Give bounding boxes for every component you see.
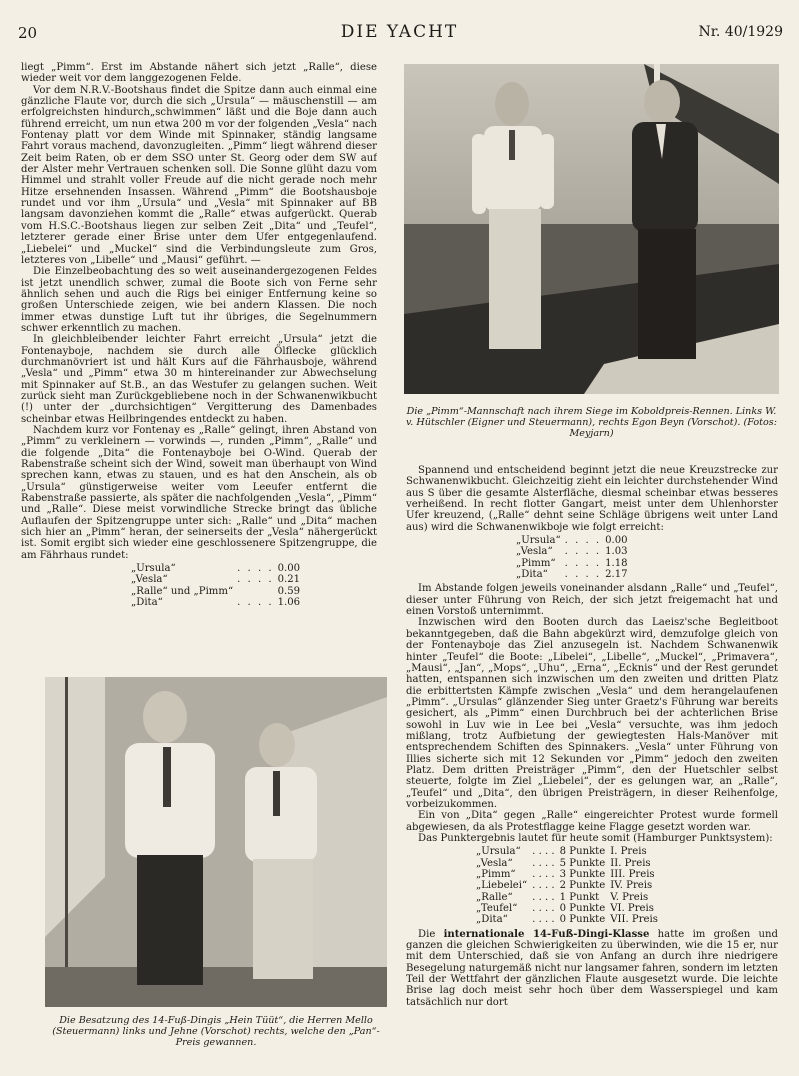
page-number: 20 — [18, 24, 38, 42]
table-row: „Dita“ . . . . 2.17 — [516, 569, 628, 581]
photo-credit: (Fotos: Meyjarn) — [569, 417, 777, 439]
table-row: „Ralle“ . . . . 1 Punkt V. Preis — [476, 891, 649, 903]
class-heading: internationale 14-Fuß-Dingi-Klasse — [443, 928, 650, 940]
pimm-crew-caption: Die „Pimm“-Mannschaft nach ihrem Siege im Koboldpreis-Rennen. Links W. v. Hütschler (Eigner und Steuermann), rechts Egon Beyn (Vorschot). (Fotos: Meyjarn) — [406, 406, 777, 439]
table-row: „Liebelei“ . . . . 2 Punkte IV. Preis — [476, 880, 653, 892]
hein-tuut-crew-image — [45, 677, 387, 1007]
paragraph: Ein von „Dita“ gegen „Ralle“ eingereichter Protest wurde formell abgewiesen, da als Protestflagge keine Flagge gesetzt worden war. — [406, 810, 778, 833]
table-row: „Ursula“ . . . . 8 Punkte I. Preis — [476, 846, 647, 858]
table-row: „Ursula“ . . . . 0.00 — [131, 563, 301, 575]
paragraph: Vor dem N.R.V.-Bootshaus findet die Spitze dann auch einmal eine gänzliche Flaute vor, durch die sich „Ursula“ — mäuschenstill — am erfolgreichsten hindurch„schwimmen“ läßt und die Boje dann auch führend erreicht, um nun etwa 200 m vor der folgenden „Vesla“ nach Fontenay platt vor dem Winde mit Spinnaker, ständig langsame Fahrt voraus machend, davonzugleiten. „Pimm“ liegt während dieser Zeit beim Raten, ob er dem SSO unter St. Georg oder dem SW auf der Alster mehr Vertrauen schenken soll. Die Sonne glüht dazu vom Himmel und strahlt voller Freude auf die nicht gerade noch mehr Hitze ersehnenden Insassen. Während „Pimm“ die Bootshausboje rundet und vor ihm „Ursula“ und „Vesla“ mit Spinnaker auf BB langsam davonziehen kommt die „Ralle“ etwas aufgerückt. Querab vom H.S.C.-Bootshaus liegen zur selben Zeit „Dita“ und „Teufel“, letzterer gerade einer Brise unter dem Ufer entgegenlaufend. „Liebelei“ und „Muckel“ sind die Verbindungsleute zum Gros, letzteres von „Libelle“ und „Mausi“ geführt. — — [21, 84, 377, 266]
table-row: „Pimm“ . . . . 3 Punkte III. Preis — [476, 869, 655, 881]
paragraph: Inzwischen wird den Booten durch das Laeisz'sche Begleitboot bekanntgegeben, daß die Bahn abgekürzt wird, demzufolge gleich von der Fontenayboje das Ziel anzusegeln ist. Nachdem Schwanenwik hinter „Teufel“ die Boote: „Libelei“, „Libelle“, „Muckel“, „Primavera“, „Mausi“, „Jan“, „Mops“, „Uhu“, „Erna“, „Ecknis“ und der Rest gerundet hatten, entspannen sich inzwischen um den zweiten und dritten Platz die erbittertsten Kämpfe zwischen „Vesla“ und dem herangelaufenen „Pimm“. „Ursulas“ glänzender Sieg unter Graetz's Führung war bereits gesichert, als „Pimm“ einen Durchbruch bei der achterlichen Brise sowohl in Luv wie in Lee bei „Vesla“ versuchte, was ihm jedoch mißlang, trotz Aufbietung der gewiegtesten Hals-Manöver mit entsprechendem Schiften des Spinnakers. „Vesla“ unter Führung von Illies sicherte sich mit 12 Sekunden vor „Pimm“ jedoch den zweiten Platz. Dem dritten Preisträger „Pimm“, den der Huetschler selbst steuerte, folgte im Ziel „Liebelei“, der es gelungen war, an „Ralle“, „Teufel“ und „Dita“, den übrigen Preisträgern, in dieser Reihenfolge, vorbeizukommen. — [406, 617, 778, 810]
paragraph: Die internationale 14-Fuß-Dingi-Klasse hatte im großen und ganzen die gleichen Schwierigkeiten zu überwinden, wie die 15 er, nur mit dem Unterschied, daß sie von Anfang an durch ihre niedrigere Besegelung naturgemäß nicht nur langsamer fahren, sondern im letzten Teil der Wettfahrt der gänzlichen Flaute ausgesetzt wurde. Die leichte Brise lag doch meist sehr hoch über dem Wasserspiegel und kam tatsächlich nur dort — [406, 928, 778, 1008]
results-table-faehrhaus — [131, 563, 304, 608]
pimm-crew-photo — [404, 64, 779, 394]
right-text-column — [406, 465, 778, 1065]
left-text-column — [21, 62, 377, 622]
table-row: „Pimm“ . . . . 1.18 — [516, 557, 628, 569]
magazine-title: DIE YACHT — [340, 22, 459, 42]
table-row: „Vesla“ . . . . 1.03 — [516, 546, 628, 558]
table-row: „Teufel“ . . . . 0 Punkte VI. Preis — [476, 903, 654, 915]
paragraph: Nachdem kurz vor Fontenay es „Ralle“ gelingt, ihren Abstand von „Pimm“ zu verkleinern — vorwinds —, runden „Pimm“, „Ralle“ und die folgende „Dita“ die Fontenayboje bei O-Wind. Querab der Rabenstraße scheint sich der Wind, soweit man überhaupt von Wind sprechen kann, etwas zu stauen, und es hat den Anschein, als ob „Ursula“ günstigerweise weiter vom Leeufer entfernt die Rabenstraße passierte, als später die nachfolgenden „Vesla“, „Pimm“ und „Ralle“. Diese meist vorwindliche Strecke bringt das übliche Auflaufen der Spitzengruppe unter sich: „Ralle“ und „Dita“ machen sich hier an „Pimm“ heran, der seinerseits der „Vesla“ nähergerückt ist. Somit ergibt sich wieder eine geschlossenere Spitzengruppe, die am Fährhaus rundet: — [21, 425, 377, 561]
paragraph: Spannend und entscheidend beginnt jetzt die neue Kreuzstrecke zur Schwanenwikbucht. Gleichzeitig zieht ein leichter durchstehender Wind aus S über die gesamte Alsterfläche, diesmal scheinbar etwas besseres verheißend. In recht flotter Gangart, meist unter dem Uhlenhorster Ufer kreuzend, („Ralle“ dehnt seine Schläge übrigens weit unter Land aus) wird die Schwanenwikboje wie folgt erreicht: — [406, 465, 778, 533]
paragraph: Das Punktergebnis lautet für heute somit (Hamburger Punktsystem): — [418, 833, 773, 844]
paragraph: Im Abstande folgen jeweils voneinander alsdann „Ralle“ und „Teufel“, dieser unter Führung von Reich, der sich jetzt freigemacht hat und einen Vorstoß unternimmt. — [406, 583, 778, 618]
hein-tuut-crew-caption: Die Besatzung des 14-Fuß-Dingis „Hein Tüüt“, die Herren Mello (Steuermann) links und Jehne (Vorschot) rechts, welche den „Pan“-Preis gewannen. — [52, 1015, 380, 1048]
results-table-schwanenwik — [516, 535, 632, 580]
table-row: „Dita“ . . . . 1.06 — [131, 597, 301, 609]
issue-number: Nr. 40/1929 — [698, 24, 783, 40]
table-row: „Ralle“ und „Pimm“ 0.59 — [131, 585, 301, 597]
paragraph: liegt „Pimm“. Erst im Abstande nähert sich jetzt „Ralle“, diese wieder weit vor dem langgezogenen Felde. — [21, 62, 377, 85]
paragraph: In gleichbleibender leichter Fahrt erreicht „Ursula“ jetzt die Fontenayboje, nachdem sie durch alle Ölflecke glücklich durchmanövriert ist und hält Kurs auf die Fährhausboje, während „Vesla“ und „Pimm“ etwa 30 m hintereinander zur Abwechselung mit Spinnaker auf St.B., an das Westufer zu gelangen suchen. Weit zurück sieht man Zurückgebliebene noch in der Schwanenwikbucht (!) unter der „durchsichtigen“ Vergitterung des Damenbades scheinbar etwas Heilbringendes entdeckt zu haben. — [21, 334, 377, 425]
pimm-crew-image — [404, 64, 779, 394]
hein-tuut-crew-photo — [45, 677, 387, 1007]
table-row: „Vesla“ . . . . 0.21 — [131, 574, 301, 586]
table-row: „Dita“ . . . . 0 Punkte VII. Preis — [476, 914, 658, 926]
page-header — [0, 22, 799, 46]
paragraph: Die Einzelbeobachtung des so weit auseinandergezogenen Feldes ist jetzt unendlich schwer, zumal die Boote sich von Ferne sehr ähnlich sehen und auch die Rigs bei einiger Entfernung keine so großen Unterschiede zeigen, wie bei andern Klassen. Die noch immer etwas dunstige Luft tut ihr übriges, die Segelnummern schwer erkenntlich zu machen. — [21, 266, 377, 334]
points-table — [476, 846, 663, 925]
table-row: „Ursula“ . . . . 0.00 — [516, 535, 628, 547]
table-row: „Vesla“ . . . . 5 Punkte II. Preis — [476, 857, 651, 869]
